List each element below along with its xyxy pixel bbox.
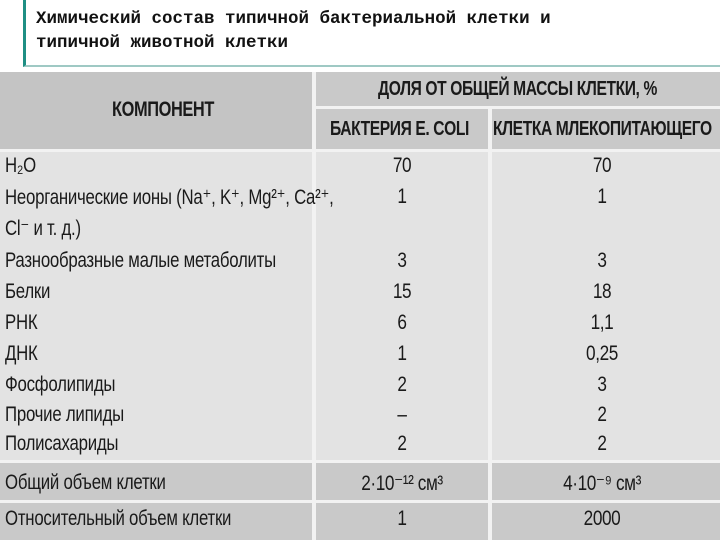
table-row-label: Cl⁻ и т. д.) bbox=[5, 217, 81, 240]
table-cell: 1 bbox=[397, 507, 407, 530]
table-cell: 4·10⁻⁹ см³ bbox=[563, 472, 641, 495]
table-cell: 3 bbox=[597, 373, 607, 396]
table-cell: 2000 bbox=[583, 507, 621, 530]
header-divider bbox=[316, 106, 720, 109]
table-row-label: ДНК bbox=[5, 342, 38, 365]
header-bacteria: БАКТЕРИЯ E. COLI bbox=[330, 118, 469, 140]
table-cell: 1,1 bbox=[590, 311, 614, 334]
table-row-label: Прочие липиды bbox=[5, 403, 124, 426]
table-cell: 3 bbox=[597, 249, 607, 272]
table-cell: 15 bbox=[392, 280, 412, 303]
slide-title: Химический состав типичной бактериальной клетки и типичной животной клетки bbox=[36, 9, 551, 53]
table-row-label: Общий объем клетки bbox=[5, 471, 166, 494]
table-row-label: Неорганические ионы (Na⁺, K⁺, Mg²⁺, Ca²⁺, bbox=[5, 186, 334, 209]
table-row-label: Относительный объем клетки bbox=[5, 507, 232, 530]
table-cell: 2 bbox=[597, 403, 607, 426]
table-cell: 2 bbox=[397, 373, 407, 396]
table-cell: 2·10⁻¹² см³ bbox=[361, 472, 443, 495]
table-row-label: РНК bbox=[5, 311, 38, 334]
table-cell: 1 bbox=[397, 342, 407, 365]
composition-table bbox=[0, 72, 720, 540]
table-row-label: Фосфолипиды bbox=[5, 373, 116, 396]
column-divider bbox=[312, 72, 316, 540]
header-share: ДОЛЯ ОТ ОБЩЕЙ МАССЫ КЛЕТКИ, % bbox=[378, 78, 657, 100]
table-cell: 18 bbox=[592, 280, 612, 303]
table-row-label: H₂O bbox=[5, 154, 37, 177]
footer-divider bbox=[0, 460, 720, 463]
footer-divider bbox=[0, 500, 720, 503]
column-divider bbox=[488, 108, 492, 540]
header-mammal: КЛЕТКА МЛЕКОПИТАЮЩЕГО bbox=[493, 118, 712, 140]
table-row-label: Полисахариды bbox=[5, 432, 119, 455]
table-cell: 70 bbox=[392, 154, 412, 177]
table-cell: 6 bbox=[397, 311, 407, 334]
table-cell: 2 bbox=[597, 432, 607, 455]
table-cell: 70 bbox=[592, 154, 612, 177]
table-cell: 1 bbox=[597, 185, 607, 208]
table-cell: – bbox=[397, 403, 407, 426]
header-component: КОМПОНЕНТ bbox=[112, 98, 214, 121]
table-cell: 0,25 bbox=[586, 342, 618, 365]
table-row-label: Белки bbox=[5, 280, 51, 303]
table-cell: 2 bbox=[397, 432, 407, 455]
table-row-label: Разнообразные малые метаболиты bbox=[5, 249, 276, 272]
table-cell: 1 bbox=[397, 185, 407, 208]
slide-title-bar bbox=[23, 0, 720, 67]
header-divider bbox=[0, 149, 720, 152]
table-cell: 3 bbox=[397, 249, 407, 272]
